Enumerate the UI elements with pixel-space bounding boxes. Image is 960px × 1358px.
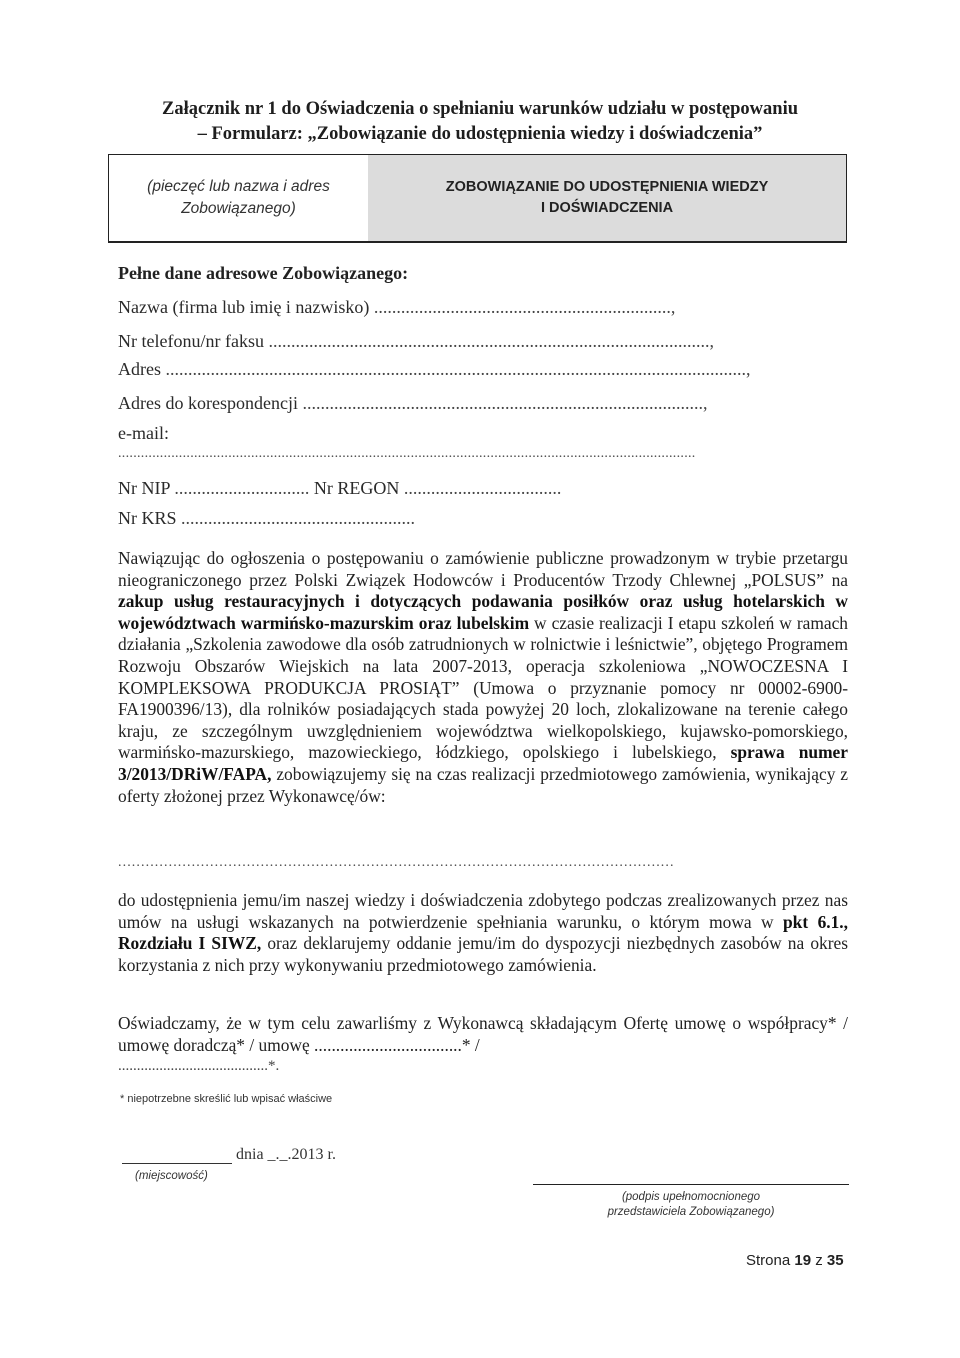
- nip-label: Nr NIP: [118, 478, 170, 498]
- name-label: Nazwa (firma lub imię i nazwisko): [118, 297, 370, 317]
- regon-value[interactable]: ...................................: [403, 478, 562, 498]
- signer-caption: [533, 1190, 849, 1220]
- page-number: [746, 1252, 844, 1269]
- place-caption: (miejscowość): [135, 1170, 208, 1182]
- page-current: 19: [794, 1252, 812, 1269]
- third-paragraph: Oświadczamy, że w tym celu zawarliśmy z Wykonawcą składającym Ofertę umowę o współpracy* / umowę doradczą* / umowę ..................................* /: [118, 1013, 848, 1055]
- correspondence-label: Adres do korespondencji: [118, 393, 298, 413]
- stamp-area: [109, 155, 368, 241]
- correspondence-field: [118, 393, 707, 414]
- second-paragraph: [118, 890, 848, 976]
- form-title-line1: ZOBOWIĄZANIE DO UDOSTĘPNIENIA WIEDZY: [445, 179, 769, 195]
- contractor-name-line[interactable]: .........................................................................................................................: [118, 855, 675, 870]
- signer-caption-line1: (podpis upełnomocnionego: [621, 1191, 761, 1203]
- address-value[interactable]: .................................................................................................................................,: [165, 359, 751, 379]
- form-title-line2: I DOŚWIADCZENIA: [540, 200, 674, 216]
- main-paragraph-part2: w czasie realizacji I etapu szkoleń w ramach działania „Szkolenia zawodowe dla osób zatrudnionych w rolnictwie i leśnictwie”, objętego Programem Rozwoju Obszarów Wiejskich na lata 2007-2013, operacja szkoleniowa „NOWOCZESNA I KOMPLEKSOWA PRODUKCJA PROSIĄT” (Umowa o przyznanie pomocy nr 00002-6900-FA1900396/13), dla rolników posiadających stada powyżej 20 loch, zlokalizowane na terenie całego kraju, ze szczególnym uwzględnieniem województwa wielkopolskiego, kujawsko-pomorskiego, warmińsko-mazurskiego, mazowieckiego, łódzkiego, opolskiego i lubelskiego,: [118, 612, 848, 763]
- second-paragraph-bold1: pkt 6.1., Rozdziału I SIWZ,: [118, 911, 849, 954]
- page-separator: z: [811, 1252, 827, 1269]
- name-field: [118, 297, 675, 318]
- signature-line[interactable]: [533, 1184, 849, 1185]
- krs-value[interactable]: ....................................................: [181, 508, 416, 528]
- page-prefix: Strona: [746, 1252, 795, 1269]
- nip-regon-row: [118, 478, 561, 499]
- main-paragraph-part3: zobowiązujemy się na czas realizacji przedmiotowego zamówienia, wynikający z oferty złożonej przez Wykonawcę/ów:: [118, 763, 848, 806]
- email-label: e-mail:: [118, 423, 169, 443]
- document-title-line2: – Formularz: „Zobowiązanie do udostępnienia wiedzy i doświadczenia”: [197, 124, 763, 144]
- form-title-area: [368, 155, 846, 241]
- phone-value[interactable]: ..................................................................................................,: [268, 331, 714, 351]
- main-paragraph-bold1: zakup usług restauracyjnych i dotyczących podawania posiłków oraz usług hotelarskich w województwach warmińsko-mazurskim oraz lubelskim: [118, 591, 848, 633]
- footnote: * niepotrzebne skreślić lub wpisać właściwe: [120, 1093, 333, 1105]
- main-paragraph-part1: Nawiązując do ogłoszenia o postępowaniu o zamówienie publiczne prowadzonym w trybie przetargu nieograniczonego przez Polski Związek Hodowców i Producentów Trzody Chlewnej „POLSUS” na: [118, 548, 848, 590]
- document-title-line1: Załącznik nr 1 do Oświadczenia o spełnianiu warunków udziału w postępowaniu: [162, 99, 798, 119]
- stamp-caption-line1: (pieczęć lub nazwa i adres: [147, 178, 330, 195]
- stamp-caption-line2: Zobowiązanego): [181, 200, 296, 217]
- phone-field: [118, 331, 714, 352]
- date-text: dnia _._.2013 r.: [236, 1146, 336, 1163]
- main-paragraph-bold2: sprawa numer 3/2013/DRiW/FAPA,: [118, 742, 848, 784]
- krs-label: Nr KRS: [118, 508, 177, 528]
- page-total: 35: [826, 1252, 844, 1269]
- place-line[interactable]: [122, 1163, 232, 1164]
- signer-caption-line2: przedstawiciela Zobowiązanego): [607, 1206, 775, 1218]
- nip-value[interactable]: ..............................: [174, 478, 310, 498]
- krs-field: [118, 508, 415, 529]
- email-value[interactable]: ........................................................................................................................................................: [118, 446, 696, 461]
- correspondence-value[interactable]: .........................................................................................,: [302, 393, 708, 413]
- address-label: Adres: [118, 359, 161, 379]
- header-box: [108, 154, 847, 243]
- main-paragraph: [118, 548, 848, 807]
- regon-label: Nr REGON: [313, 478, 400, 498]
- second-paragraph-part1: do udostępnienia jemu/im naszej wiedzy i doświadczenia zdobytego podczas zrealizowanych przez nas umów na usługi wskazanych na potwierdzenie spełniania warunku, o którym mowa w: [118, 890, 848, 932]
- agreement-type-line[interactable]: ........................................*.: [118, 1058, 280, 1074]
- address-heading: Pełne dane adresowe Zobowiązanego:: [118, 263, 409, 283]
- phone-label: Nr telefonu/nr faksu: [118, 331, 264, 351]
- address-field: [118, 359, 751, 380]
- second-paragraph-part2: oraz deklarujemy oddanie jemu/im do dyspozycji niezbędnych zasobów na okres korzystania z nich przy wykonywaniu przedmiotowego zamówienia.: [118, 933, 848, 975]
- name-value[interactable]: ..................................................................,: [373, 297, 676, 317]
